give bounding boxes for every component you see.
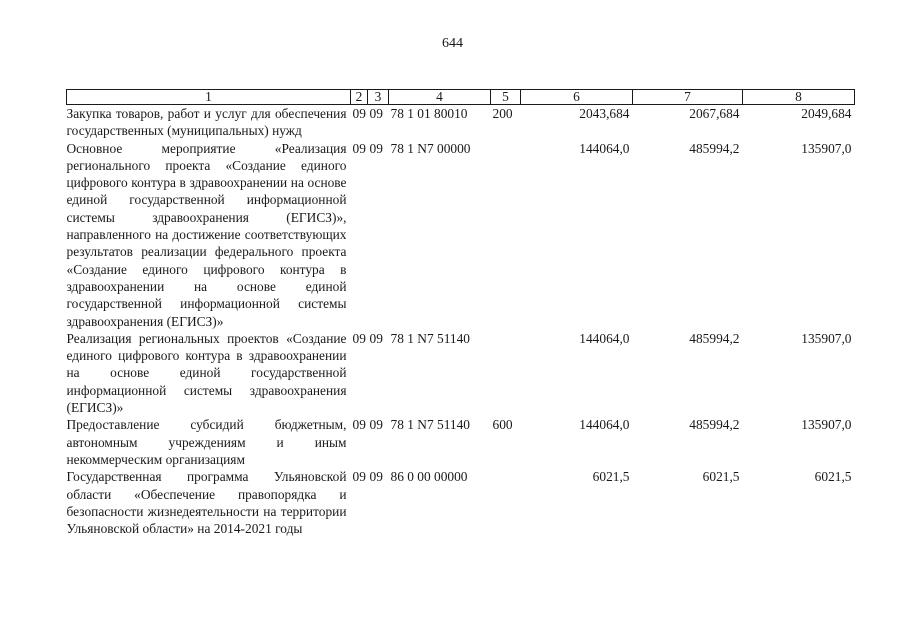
row-expense-type: 200 [492, 106, 513, 121]
row-name: Реализация региональных проектов «Создание единого цифрового контура в здравоохранении на основе единой государственной информационной системы здравоохранения (ЕГИСЗ)» [66, 330, 347, 416]
row-value-7: 485994,2 [689, 417, 740, 433]
row-subsection: 09 [369, 140, 383, 156]
row-section: 09 [352, 469, 366, 485]
row-subsection: 09 [369, 469, 383, 485]
row-name: Предоставление субсидий бюджетным, автономным учреждениям и иным некоммерческим организациям [66, 417, 347, 467]
row-subsection: 09 [369, 106, 383, 121]
row-section: 09 [352, 417, 366, 433]
row-value-7: 6021,5 [702, 469, 740, 485]
table-row [67, 140, 855, 330]
row-target-code: 78 1 N7 51140 [390, 330, 470, 346]
row-expense-type [491, 330, 521, 416]
table-row [67, 468, 855, 537]
table-row [67, 105, 855, 140]
header-col-8: 8 [743, 90, 855, 105]
header-col-4: 4 [389, 90, 491, 105]
header-col-3: 3 [368, 90, 389, 105]
row-target-code: 86 0 00 00000 [390, 469, 468, 485]
row-expense-type [491, 468, 521, 537]
row-section: 09 [352, 330, 366, 346]
row-name: Основное мероприятие «Реализация регионального проекта «Создание единого цифрового контура в здравоохранении на основе единой государственной информационной системы здравоохранения (ЕГИСЗ)», направленного на достижение соответствующих результатов реализации федерального проекта «Создание единого цифрового контура в здравоохранении на основе единой государственной информационной системы здравоохранения (ЕГИСЗ)» [66, 140, 347, 329]
row-value-6: 6021,5 [592, 469, 630, 485]
header-col-5: 5 [491, 90, 521, 105]
row-value-6: 2043,684 [579, 106, 630, 121]
row-expense-type: 600 [492, 417, 513, 433]
row-subsection: 09 [369, 330, 383, 346]
header-col-2: 2 [351, 90, 368, 105]
row-value-8: 135907,0 [801, 330, 852, 346]
page-number: 644 [442, 36, 463, 51]
row-name: Государственная программа Ульяновской области «Обеспечение правопорядка и безопасности жизнедеятельности на территории Ульяновской области» на 2014-2021 годы [66, 469, 347, 537]
row-section: 09 [352, 106, 366, 121]
row-value-6: 144064,0 [579, 417, 630, 433]
row-value-8: 135907,0 [801, 140, 852, 156]
row-subsection: 09 [369, 417, 383, 433]
row-value-8: 135907,0 [801, 417, 852, 433]
header-col-1: 1 [67, 90, 351, 105]
row-name: Закупка товаров, работ и услуг для обеспечения государственных (муниципальных) нужд [66, 106, 347, 139]
row-value-7: 2067,684 [689, 106, 740, 121]
row-target-code: 78 1 01 80010 [390, 106, 468, 121]
row-section: 09 [352, 140, 366, 156]
row-value-7: 485994,2 [689, 140, 740, 156]
row-target-code: 78 1 N7 51140 [390, 417, 470, 433]
row-value-6: 144064,0 [579, 330, 630, 346]
table-row [67, 330, 855, 416]
row-expense-type [491, 140, 521, 330]
budget-table [66, 89, 855, 537]
row-target-code: 78 1 N7 00000 [390, 140, 471, 156]
table-header-row [67, 90, 855, 105]
row-value-6: 144064,0 [579, 140, 630, 156]
header-col-6: 6 [521, 90, 633, 105]
table-row [67, 416, 855, 468]
row-value-8: 6021,5 [814, 469, 852, 485]
header-col-7: 7 [633, 90, 743, 105]
row-value-8: 2049,684 [801, 106, 852, 121]
row-value-7: 485994,2 [689, 330, 740, 346]
